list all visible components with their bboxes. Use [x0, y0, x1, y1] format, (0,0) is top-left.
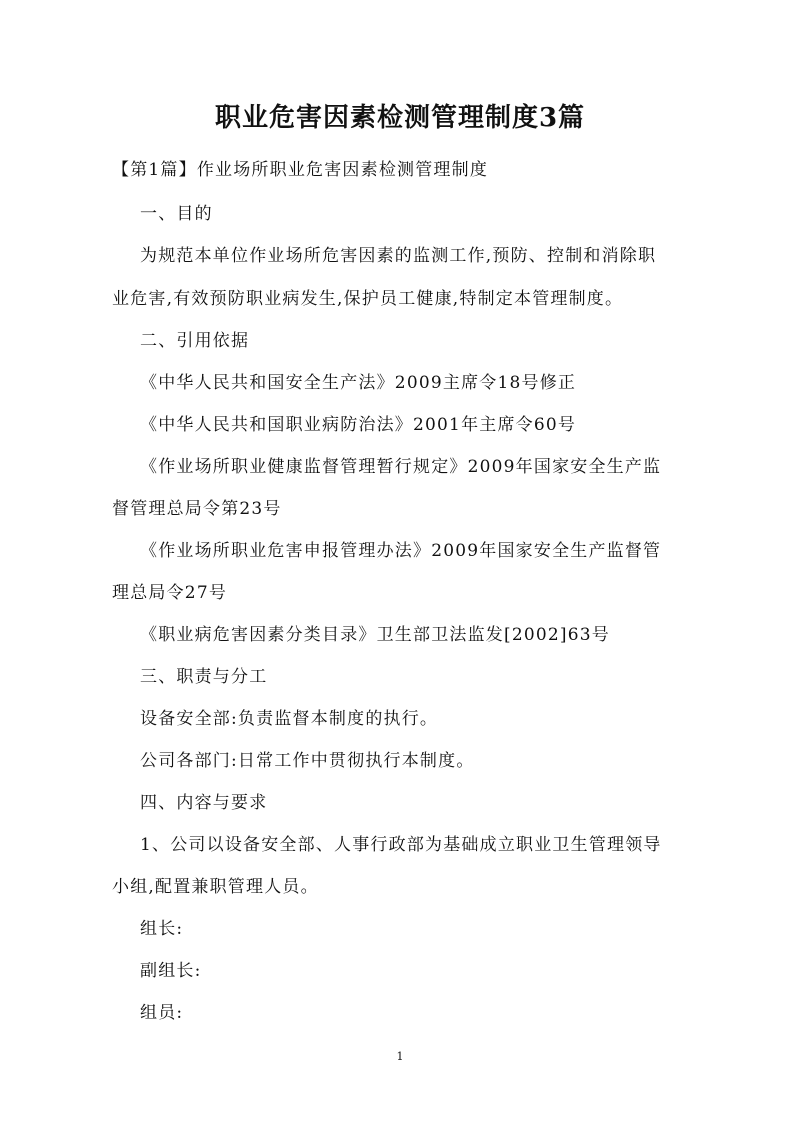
- reference-line: 《作业场所职业健康监督管理暂行规定》2009年国家安全生产监: [140, 457, 662, 477]
- paragraph-line: 公司各部门:日常工作中贯彻执行本制度。: [140, 751, 475, 771]
- heading-requirements: 四、内容与要求: [140, 793, 268, 813]
- document-title: 职业危害因素检测管理制度3篇: [214, 103, 586, 133]
- paragraph-line: 小组,配置兼职管理人员。: [112, 877, 319, 897]
- page-number: 1: [396, 1050, 404, 1063]
- paragraph-line: 1、公司以设备安全部、人事行政部为基础成立职业卫生管理领导: [140, 835, 662, 855]
- reference-line: 《中华人民共和国安全生产法》2009主席令18号修正: [140, 373, 577, 393]
- members-label: 组员:: [140, 1003, 184, 1023]
- heading-references: 二、引用依据: [140, 331, 250, 351]
- paragraph-line: 设备安全部:负责监督本制度的执行。: [140, 709, 439, 729]
- leader-label: 组长:: [140, 919, 184, 939]
- heading-purpose: 一、目的: [140, 204, 213, 224]
- paragraph-line: 业危害,有效预防职业病发生,保护员工健康,特制定本管理制度。: [112, 289, 624, 309]
- deputy-leader-label: 副组长:: [140, 961, 202, 981]
- heading-responsibilities: 三、职责与分工: [140, 667, 268, 687]
- section-heading: 【第1篇】作业场所职业危害因素检测管理制度: [112, 160, 489, 180]
- reference-line: 理总局令27号: [112, 583, 228, 603]
- reference-line: 督管理总局令第23号: [112, 499, 282, 519]
- reference-line: 《中华人民共和国职业病防治法》2001年主席令60号: [140, 415, 577, 435]
- paragraph-line: 为规范本单位作业场所危害因素的监测工作,预防、控制和消除职: [140, 246, 657, 266]
- reference-line: 《作业场所职业危害申报管理办法》2009年国家安全生产监督管: [140, 541, 662, 561]
- reference-line: 《职业病危害因素分类目录》卫生部卫法监发[2002]63号: [140, 625, 610, 645]
